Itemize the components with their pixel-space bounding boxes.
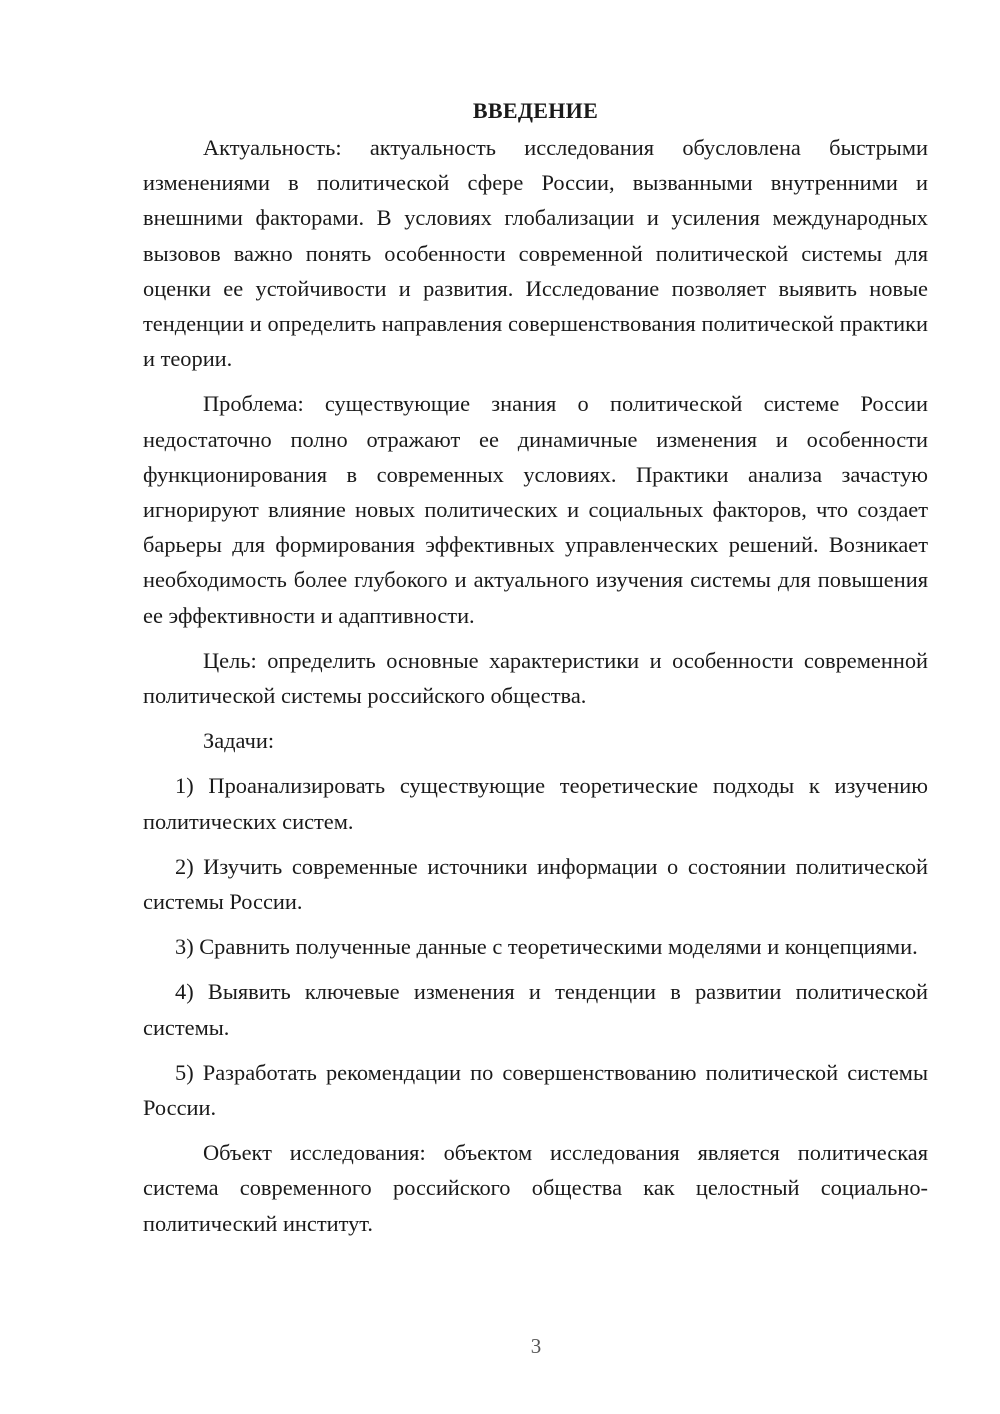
task-item-2: 2) Изучить современные источники информации о состоянии политической системы России. xyxy=(143,853,928,915)
task-item-3: 3) Сравнить полученные данные с теоретическими моделями и концепциями. xyxy=(175,934,918,960)
paragraph-tasks-heading: Задачи: xyxy=(203,728,275,754)
paragraph-object: Объект исследования: объектом исследования является политическая система современного российского общества как целостный социально-политический институт. xyxy=(143,1140,928,1236)
paragraph-goal: Цель: определить основные характеристики и особенности современной политической системы российского общества. xyxy=(143,647,928,709)
document-page xyxy=(143,96,928,1251)
page-number: 3 xyxy=(530,1334,542,1358)
task-item-5: 5) Разработать рекомендации по совершенствованию политической системы России. xyxy=(143,1059,928,1121)
paragraph-problem: Проблема: существующие знания о политической системе России недостаточно полно отражают ее динамичные изменения и особенности функционирования в современных условиях. Практики анализа зачастую игнорируют влияние новых политических и социальных факторов, что создает барьеры для формирования эффективных управленческих решений. Возникает необходимость более глубокого и актуального изучения системы для повышения ее эффективности и адаптивности. xyxy=(143,391,928,628)
task-item-4: 4) Выявить ключевые изменения и тенденции в развитии политической системы. xyxy=(143,979,928,1040)
page-title: ВВЕДЕНИЕ xyxy=(472,98,599,123)
task-item-1: 1) Проанализировать существующие теоретические подходы к изучению политических систем. xyxy=(143,773,928,834)
paragraph-relevance: Актуальность: актуальность исследования обусловлена быстрыми изменениями в политической сфере России, вызванными внутренними и внешними факторами. В условиях глобализации и усиления международных вызовов важно понять особенности современной политической системы для оценки ее устойчивости и развития. Исследование позволяет выявить новые тенденции и определить направления совершенствования политической практики и теории. xyxy=(143,135,928,372)
